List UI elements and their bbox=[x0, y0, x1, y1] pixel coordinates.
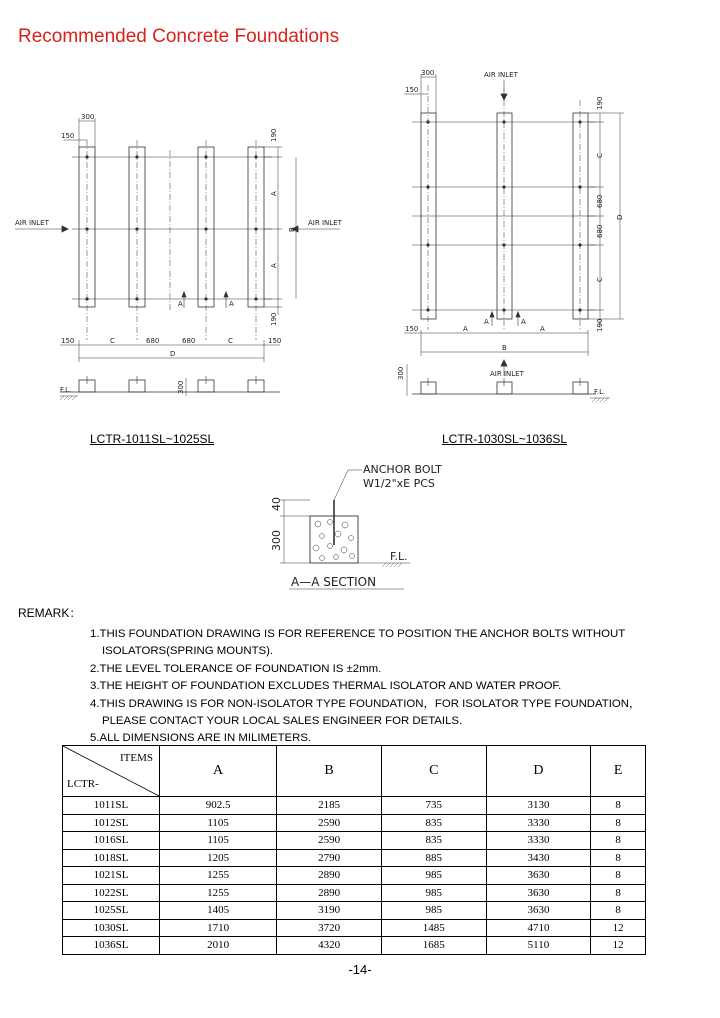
value-cell: 3430 bbox=[486, 849, 591, 867]
value-cell: 2185 bbox=[277, 797, 382, 815]
value-cell: 3130 bbox=[486, 797, 591, 815]
table-row bbox=[63, 814, 646, 832]
remark-item: PLEASE CONTACT YOUR LOCAL SALES ENGINEER FOR DETAILS. bbox=[102, 715, 463, 728]
value-cell: 1710 bbox=[160, 919, 277, 937]
value-cell: 4320 bbox=[277, 937, 382, 955]
value-cell: 985 bbox=[381, 867, 486, 885]
remark-item: 4.THIS DRAWING IS FOR NON-ISOLATOR TYPE FOUNDATION，FOR ISOLATOR TYPE FOUNDATION， bbox=[90, 697, 641, 710]
value-cell: 12 bbox=[591, 919, 646, 937]
dim-label: 150 bbox=[61, 337, 75, 345]
items-label: ITEMS bbox=[120, 752, 153, 764]
table-row bbox=[63, 937, 646, 955]
model-cell: 1025SL bbox=[63, 902, 160, 920]
anchor-bolt-spec-label: W1/2"xE PCS bbox=[363, 477, 435, 490]
right-drawing-caption: LCTR-1030SL~1036SL bbox=[442, 432, 568, 446]
dim-label: D bbox=[616, 214, 624, 220]
section-label: A bbox=[178, 300, 183, 308]
dim-label: 150 bbox=[405, 325, 419, 333]
value-cell: 1405 bbox=[160, 902, 277, 920]
value-cell: 8 bbox=[591, 902, 646, 920]
value-cell: 1255 bbox=[160, 884, 277, 902]
value-cell: 2010 bbox=[160, 937, 277, 955]
air-inlet-label: AIR INLET bbox=[484, 71, 518, 79]
dim-label: 40 bbox=[270, 497, 283, 511]
dim-label: A bbox=[270, 191, 278, 196]
dim-label: C bbox=[596, 153, 604, 158]
column-header: D bbox=[486, 746, 591, 797]
dim-label: 300 bbox=[81, 113, 95, 121]
value-cell: 3630 bbox=[486, 867, 591, 885]
left-drawing-caption: LCTR-1011SL~1025SL bbox=[90, 432, 215, 446]
dim-label: C bbox=[110, 337, 115, 345]
remark-item: 2.THE LEVEL TOLERANCE OF FOUNDATION IS ±2mm. bbox=[90, 662, 382, 675]
value-cell: 1105 bbox=[160, 814, 277, 832]
value-cell: 1255 bbox=[160, 867, 277, 885]
column-header: E bbox=[591, 746, 646, 797]
table-row bbox=[63, 902, 646, 920]
value-cell: 3190 bbox=[277, 902, 382, 920]
model-cell: 1016SL bbox=[63, 832, 160, 850]
remark-item: ISOLATORS(SPRING MOUNTS). bbox=[102, 645, 274, 658]
dim-label: A bbox=[540, 325, 545, 333]
dim-label: 680 bbox=[596, 224, 604, 238]
fl-label: F.L. bbox=[594, 388, 606, 396]
dim-label: 680 bbox=[182, 337, 196, 345]
model-cell: 1011SL bbox=[63, 797, 160, 815]
dim-label: 150 bbox=[405, 86, 419, 94]
dim-label: 190 bbox=[596, 318, 604, 332]
fl-label: F.L. bbox=[390, 550, 408, 563]
air-inlet-label: AIR INLET bbox=[490, 370, 524, 378]
value-cell: 835 bbox=[381, 832, 486, 850]
value-cell: 4710 bbox=[486, 919, 591, 937]
value-cell: 2590 bbox=[277, 814, 382, 832]
fl-label: F.L. bbox=[60, 386, 72, 394]
dim-label: 190 bbox=[270, 312, 278, 326]
value-cell: 5110 bbox=[486, 937, 591, 955]
value-cell: 3330 bbox=[486, 832, 591, 850]
air-inlet-label: AIR INLET bbox=[15, 219, 49, 227]
value-cell: 1485 bbox=[381, 919, 486, 937]
value-cell: 3330 bbox=[486, 814, 591, 832]
value-cell: 1685 bbox=[381, 937, 486, 955]
value-cell: 985 bbox=[381, 884, 486, 902]
air-inlet-label: AIR INLET bbox=[308, 219, 342, 227]
value-cell: 1205 bbox=[160, 849, 277, 867]
value-cell: 985 bbox=[381, 902, 486, 920]
table-corner-cell bbox=[63, 746, 160, 797]
value-cell: 3630 bbox=[486, 884, 591, 902]
remark-list bbox=[90, 626, 690, 748]
remark-heading: REMARK： bbox=[18, 606, 82, 620]
dim-label: A bbox=[270, 263, 278, 268]
dim-label: C bbox=[228, 337, 233, 345]
value-cell: 2590 bbox=[277, 832, 382, 850]
value-cell: 835 bbox=[381, 814, 486, 832]
table-row bbox=[63, 919, 646, 937]
value-cell: 2890 bbox=[277, 867, 382, 885]
section-title: A—A SECTION bbox=[291, 575, 377, 589]
value-cell: 3720 bbox=[277, 919, 382, 937]
value-cell: 8 bbox=[591, 814, 646, 832]
dim-label: 300 bbox=[397, 366, 405, 380]
value-cell: 8 bbox=[591, 884, 646, 902]
table-row bbox=[63, 797, 646, 815]
dimensions-table bbox=[62, 745, 646, 955]
dim-label: C bbox=[596, 277, 604, 282]
value-cell: 885 bbox=[381, 849, 486, 867]
table-row bbox=[63, 884, 646, 902]
dim-label: 680 bbox=[596, 194, 604, 208]
dim-label: A bbox=[463, 325, 468, 333]
value-cell: 8 bbox=[591, 867, 646, 885]
remark-item: 5.ALL DIMENSIONS ARE IN MILIMETERS. bbox=[90, 732, 312, 745]
value-cell: 3630 bbox=[486, 902, 591, 920]
dim-label: 300 bbox=[270, 530, 283, 551]
dim-label: 300 bbox=[177, 380, 185, 394]
value-cell: 8 bbox=[591, 832, 646, 850]
section-label: A bbox=[521, 318, 526, 326]
model-cell: 1021SL bbox=[63, 867, 160, 885]
column-header: B bbox=[277, 746, 382, 797]
page-number: -14- bbox=[348, 962, 372, 977]
dim-label: 190 bbox=[270, 128, 278, 142]
remark-item: 1.THIS FOUNDATION DRAWING IS FOR REFERENCE TO POSITION THE ANCHOR BOLTS WITHOUT bbox=[90, 628, 626, 640]
dim-label: D bbox=[170, 350, 176, 358]
model-cell: 1012SL bbox=[63, 814, 160, 832]
right-plan-drawing bbox=[404, 74, 624, 402]
value-cell: 1105 bbox=[160, 832, 277, 850]
section-label: A bbox=[484, 318, 489, 326]
dim-label: 190 bbox=[596, 96, 604, 110]
model-prefix-label: LCTR- bbox=[67, 778, 99, 790]
column-header: C bbox=[381, 746, 486, 797]
table-row bbox=[63, 832, 646, 850]
remark-item: 3.THE HEIGHT OF FOUNDATION EXCLUDES THERMAL ISOLATOR AND WATER PROOF. bbox=[90, 680, 562, 693]
table-row bbox=[63, 849, 646, 867]
page-title: Recommended Concrete Foundations bbox=[18, 26, 340, 47]
value-cell: 735 bbox=[381, 797, 486, 815]
section-label: A bbox=[229, 300, 234, 308]
dim-label: B bbox=[502, 344, 507, 352]
model-cell: 1022SL bbox=[63, 884, 160, 902]
anchor-bolt-label: ANCHOR BOLT bbox=[363, 463, 442, 476]
value-cell: 2890 bbox=[277, 884, 382, 902]
dim-label: 680 bbox=[146, 337, 160, 345]
dim-label: B bbox=[288, 227, 296, 232]
table-row bbox=[63, 867, 646, 885]
value-cell: 8 bbox=[591, 797, 646, 815]
dim-label: 300 bbox=[421, 69, 435, 77]
value-cell: 2790 bbox=[277, 849, 382, 867]
column-header: A bbox=[160, 746, 277, 797]
model-cell: 1018SL bbox=[63, 849, 160, 867]
dim-label: 150 bbox=[61, 132, 75, 140]
dim-label: 150 bbox=[268, 337, 282, 345]
model-cell: 1030SL bbox=[63, 919, 160, 937]
value-cell: 12 bbox=[591, 937, 646, 955]
model-cell: 1036SL bbox=[63, 937, 160, 955]
left-plan-drawing bbox=[15, 118, 340, 400]
value-cell: 8 bbox=[591, 849, 646, 867]
value-cell: 902.5 bbox=[160, 797, 277, 815]
table-header-row bbox=[63, 746, 646, 797]
